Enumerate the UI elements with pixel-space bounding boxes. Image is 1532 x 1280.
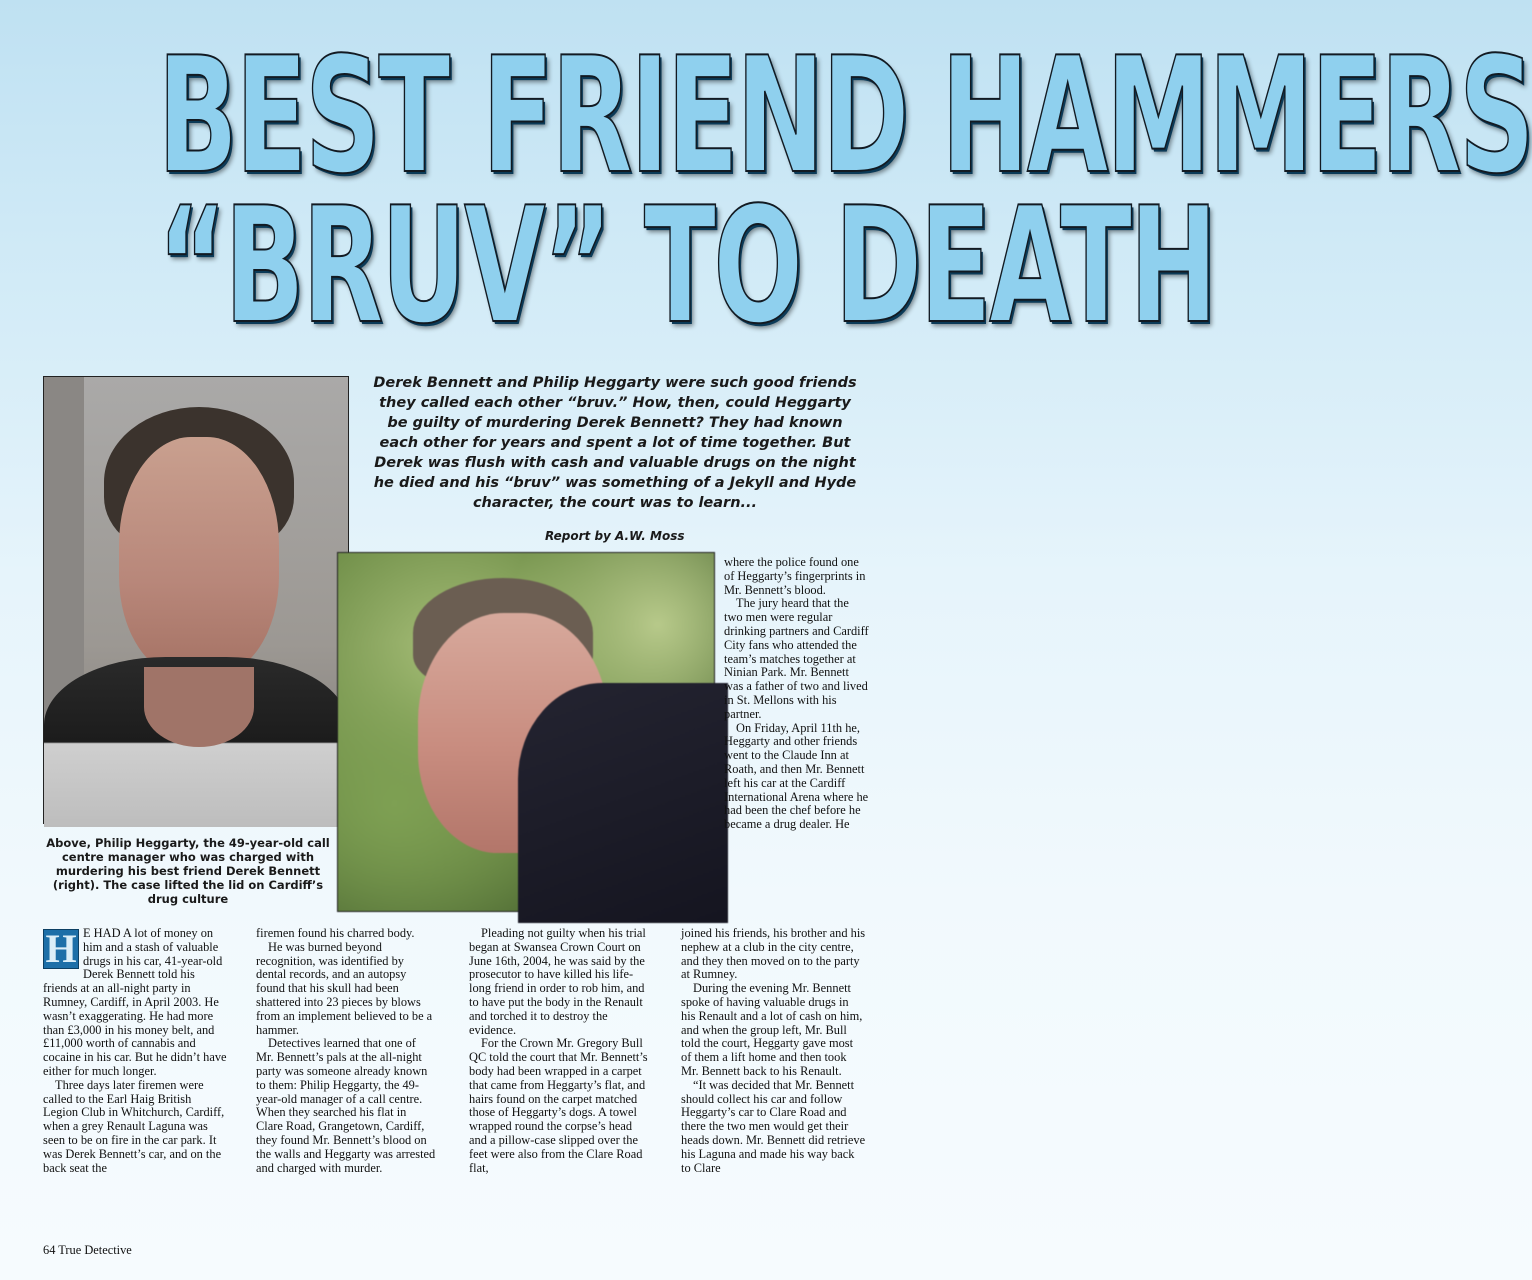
paragraph: During the evening Mr. Bennett spoke of having valuable drugs in his Renault and a lot of cash on him, and when the group left, Mr. Bull told the court, Heggarty gave most of them a lift home and then took Mr. Bennett back to his Renault. [681, 981, 863, 1078]
paragraph: joined his friends, his brother and his nephew at a club in the city centre, and they then moved on to the party at Rumney. [681, 926, 866, 982]
paragraph: Pleading not guilty when his trial began at Swansea Crown Court on June 16th, 2004, he was said by the prosecutor to have killed his life-long friend in order to rob him, and to have put the body in the Renault and torched it to destroy the evidence. [469, 926, 646, 1037]
photo-collar [144, 667, 254, 747]
paragraph: He was burned beyond recognition, was identified by dental records, and an autopsy found that his skull had been shattered into 23 pieces by blows from an implement believed to be a hammer. [256, 939, 433, 1037]
heggarty-photo [43, 376, 349, 824]
bennett-photo [337, 552, 715, 912]
paragraph: “It was decided that Mr. Bennett should collect his car and follow Heggarty’s car to Clare Road and there the two men would get their heads down. Mr. Bennett did retrieve his Laguna and made his way back to Clare [681, 1077, 866, 1175]
body-column-1 [43, 927, 228, 1175]
body-column-4 [681, 927, 866, 1175]
paragraph: The jury heard that the two men were regular drinking partners and Cardiff City fans who attended the team’s matches together at Ninian Park. Mr. Bennett was a father of two and lived in St. Mellons with his partner. [724, 596, 869, 721]
paragraph: Detectives learned that one of Mr. Bennett’s pals at the all-night party was someone already known to them: Philip Heggarty, the 49-year-old manager of a call centre. When they searched his flat in Clare Road, Grangetown, Cardiff, they found Mr. Bennett’s blood on the walls and Heggarty was arrested and charged with murder. [256, 1036, 436, 1175]
sidebar-column [724, 556, 869, 832]
intro-standfirst: Derek Bennett and Philip Heggarty were such good friends they called each other “bruv.” How, then, could Heggarty be guilty of murdering Derek Bennett? They had known each other for years and spent a lot of time together. But Derek was flush with cash and valuable drugs on the night he died and his “bruv” was something of a Jekyll and Hyde character, the court was to learn... [373, 375, 857, 511]
photo-face [119, 437, 279, 677]
paragraph: where the police found one of Heggarty’s fingerprints in Mr. Bennett’s blood. [724, 555, 866, 597]
photo-caption: Above, Philip Heggarty, the 49-year-old call centre manager who was charged with murdering his best friend Derek Bennett (right). The case lifted the lid on Cardiff’s drug culture [46, 836, 330, 906]
paragraph: E HAD A lot of money on him and a stash of valuable drugs in his car, 41-year-old Derek Bennett told his friends at an all-night party in Rumney, Cardiff, in April 2003. He wasn’t exaggerating. He had more than £3,000 in his money belt, and £11,000 worth of cannabis and cocaine in his car. But he didn’t have either for much longer. [43, 926, 227, 1078]
headline-line-1: BEST FRIEND HAMMERS [157, 22, 1532, 209]
page-folio: 64 True Detective [43, 1243, 132, 1257]
drop-cap: H [43, 929, 79, 969]
paragraph: firemen found his charred body. [256, 926, 415, 940]
photo-jacket [518, 683, 728, 923]
byline: Report by A.W. Moss [545, 529, 685, 543]
body-column-2 [256, 927, 436, 1175]
body-column-3 [469, 927, 652, 1175]
paragraph: For the Crown Mr. Gregory Bull QC told the court that Mr. Bennett’s body had been wrapped in a carpet that came from Heggarty’s flat, and hairs found on the carpet matched those of Heggarty’s dogs. A towel wrapped round the corpse’s head and a pillow-case slipped over the feet were also from the Clare Road flat, [469, 1036, 648, 1175]
paragraph: On Friday, April 11th he, Heggarty and other friends went to the Claude Inn at Roath, and then Mr. Bennett left his car at the Cardiff International Arena where he had been the chef before he became a drug dealer. He [724, 720, 869, 832]
paragraph: Three days later firemen were called to the Earl Haig British Legion Club in Whitchurch, Cardiff, when a grey Renault Laguna was seen to be on fire in the car park. It was Derek Bennett’s car, and on the back seat the [43, 1077, 225, 1175]
headline-line-2: “BRUV” TO DEATH [157, 172, 1216, 359]
